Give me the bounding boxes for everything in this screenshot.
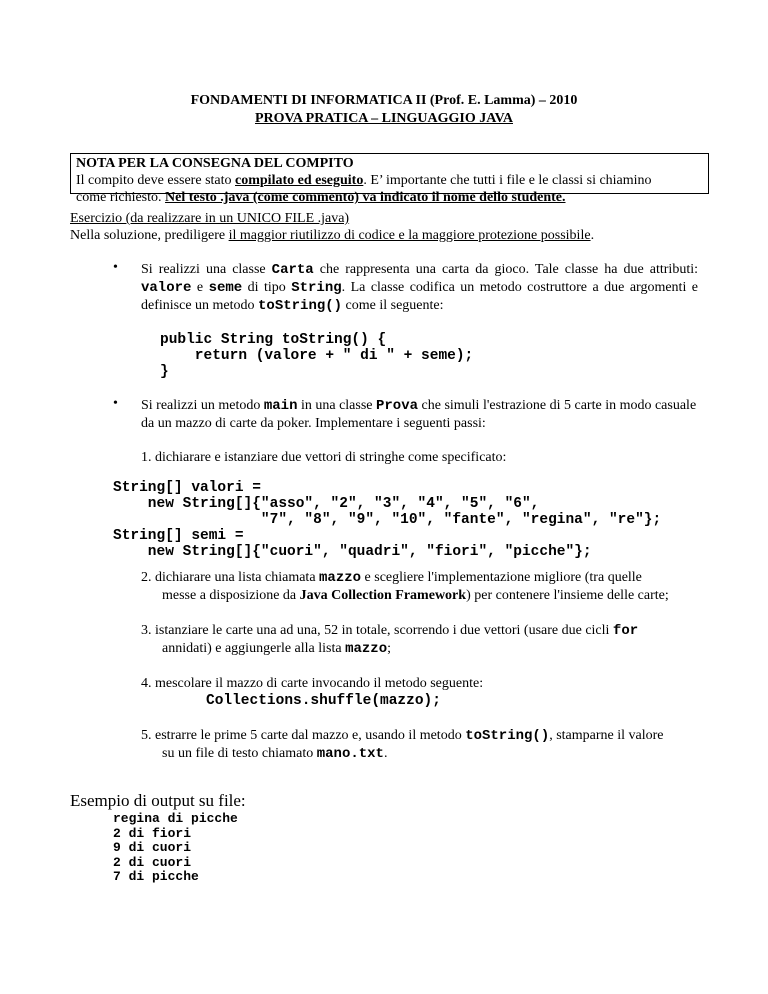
step-5-line-1: 5. estrarre le prime 5 carte dal mazzo e, usando il metodo toString(), stamparne il valore <box>141 728 664 744</box>
bullet2-line-1: Si realizzi un metodo main in una classe Prova che simuli l'estrazione di 5 carte in modo casuale <box>141 398 697 414</box>
exercise-heading: Esercizio (da realizzare in un UNICO FILE .java) <box>70 211 350 226</box>
note-heading: NOTA PER LA CONSEGNA DEL COMPITO <box>76 156 354 171</box>
output-heading: Esempio di output su file: <box>70 791 246 810</box>
bullet-marker: • <box>113 260 118 275</box>
arrays-code-block: String[] valori = new String[]{"asso", "2", "3", "4", "5", "6", "7", "8", "9", "10", "fante", "regina", "re"}; String[] semi = new String[]{"cuori", "quadri", "fiori", "picche"}; <box>113 480 662 560</box>
tostring-code-block: public String toString() { return (valore + " di " + seme); } <box>160 332 474 380</box>
exercise-intro: Nella soluzione, prediligere il maggior riutilizzo di codice e la maggiore protezione possibile. <box>70 228 595 243</box>
step-2-line-2: messe a disposizione da Java Collection Framework) per contenere l'insieme delle carte; <box>162 588 669 603</box>
step-4: 4. mescolare il mazzo di carte invocando il metodo seguente: <box>141 676 484 691</box>
bullet1-line-3: definisce un metodo toString() come il seguente: <box>141 298 444 314</box>
document-title: FONDAMENTI DI INFORMATICA II (Prof. E. Lamma) – 2010 <box>190 93 578 108</box>
bullet1-line-1: Si realizzi una classe Carta che rappresenta una carta da gioco. Tale classe ha due attributi: <box>141 262 698 278</box>
step-1: 1. dichiarare e istanziare due vettori di stringhe come specificato: <box>141 450 507 465</box>
step-3-line-2: annidati) e aggiungerle alla lista mazzo; <box>162 641 391 657</box>
step-5-line-2: su un file di testo chiamato mano.txt. <box>162 746 388 762</box>
document-subtitle: PROVA PRATICA – LINGUAGGIO JAVA <box>254 111 513 126</box>
note-line-1: Il compito deve essere stato compilato ed eseguito. E’ importante che tutti i file e le classi si chiamino <box>76 173 652 188</box>
bullet2-line-2: da un mazzo di carte da poker. Implementare i seguenti passi: <box>141 416 486 431</box>
step-3-line-1: 3. istanziare le carte una ad una, 52 in totale, scorrendo i due vettori (usare due cicli for <box>141 623 639 639</box>
output-example-code: regina di picche 2 di fiori 9 di cuori 2 di cuori 7 di picche <box>113 811 238 884</box>
step-2-line-1: 2. dichiarare una lista chiamata mazzo e scegliere l'implementazione migliore (tra quelle <box>141 570 642 586</box>
bullet-marker: • <box>113 396 118 411</box>
shuffle-code: Collections.shuffle(mazzo); <box>206 693 441 709</box>
note-line-2: come richiesto. Nel testo .java (come commento) va indicato il nome dello studente. <box>76 190 566 205</box>
submission-note-box <box>70 153 709 205</box>
bullet1-line-2: valore e seme di tipo String. La classe codifica un metodo costruttore a due argomenti e <box>141 280 698 296</box>
